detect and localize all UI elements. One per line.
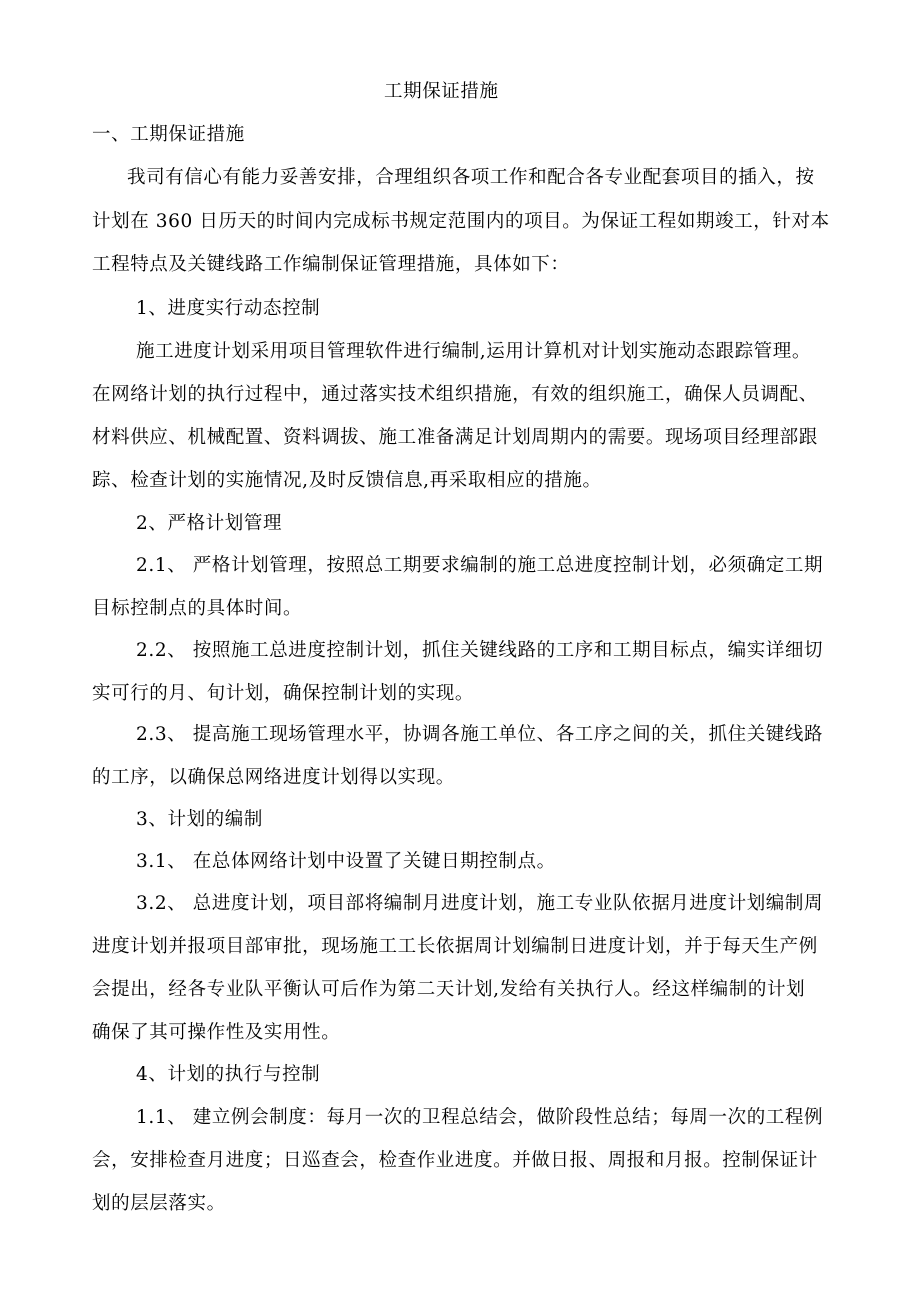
paragraph-line: 2.3、 提高施工现场管理水平，协调各施工单位、各工序之间的关，抓住关键线路 bbox=[136, 724, 824, 745]
paragraph-line: 施工进度计划采用项目管理软件进行编制,运用计算机对计划实施动态跟踪管理。 bbox=[136, 341, 811, 362]
paragraph-line: 计划在 360 日历天的时间内完成标书规定范围内的项目。为保证工程如期竣工，针对本 bbox=[92, 211, 830, 232]
paragraph-line: 会，安排检查月进度；日巡查会，检查作业进度。并做日报、周报和月报。控制保证计 bbox=[92, 1150, 818, 1171]
paragraph-line: 3.2、 总进度计划，项目部将编制月进度计划，施工专业队依据月进度计划编制周 bbox=[136, 893, 824, 914]
paragraph-line: 划的层层落实。 bbox=[92, 1193, 226, 1214]
paragraph-line: 会提出，经各专业队平衡认可后作为第二天计划,发给有关执行人。经这样编制的计划 bbox=[92, 979, 806, 1000]
paragraph-line: 工程特点及关键线路工作编制保证管理措施，具体如下： bbox=[92, 254, 570, 275]
paragraph-line: 目标控制点的具体时间。 bbox=[92, 598, 303, 619]
section-heading: 一、工期保证措施 bbox=[92, 124, 245, 145]
paragraph-line: 确保了其可操作性及实用性。 bbox=[92, 1022, 341, 1043]
subsection-heading: 1、进度实行动态控制 bbox=[136, 298, 321, 319]
paragraph-line: 在网络计划的执行过程中，通过落实技术组织措施，有效的组织施工，确保人员调配、 bbox=[92, 384, 818, 405]
paragraph-line: 我司有信心有能力妥善安排，合理组织各项工作和配合各专业配套项目的插入，按 bbox=[127, 167, 815, 188]
paragraph-line: 的工序，以确保总网络进度计划得以实现。 bbox=[92, 767, 455, 788]
paragraph-line: 材料供应、机械配置、资料调拔、施工准备满足计划周期内的需要。现场项目经理部跟 bbox=[92, 427, 818, 448]
paragraph-line: 进度计划并报项目部审批，现场施工工长依据周计划编制日进度计划，并于每天生产例 bbox=[92, 936, 818, 957]
paragraph-line: 3.1、 在总体网络计划中设置了关键日期控制点。 bbox=[136, 851, 556, 872]
paragraph-line: 2.2、 按照施工总进度控制计划，抓住关键线路的工序和工期目标点，编实详细切 bbox=[136, 640, 824, 661]
document-title: 工期保证措施 bbox=[384, 81, 499, 102]
paragraph-line: 实可行的月、旬计划，确保控制计划的实现。 bbox=[92, 683, 475, 704]
subsection-heading: 4、计划的执行与控制 bbox=[136, 1064, 321, 1085]
paragraph-line: 踪、检查计划的实施情况,及时反馈信息,再采取相应的措施。 bbox=[92, 470, 602, 491]
subsection-heading: 3、计划的编制 bbox=[136, 809, 263, 830]
subsection-heading: 2、严格计划管理 bbox=[136, 513, 283, 534]
paragraph-line: 1.1、 建立例会制度：每月一次的卫程总结会，做阶段性总结；每周一次的工程例 bbox=[136, 1107, 824, 1128]
paragraph-line: 2.1、 严格计划管理，按照总工期要求编制的施工总进度控制计划，必须确定工期 bbox=[136, 555, 824, 576]
